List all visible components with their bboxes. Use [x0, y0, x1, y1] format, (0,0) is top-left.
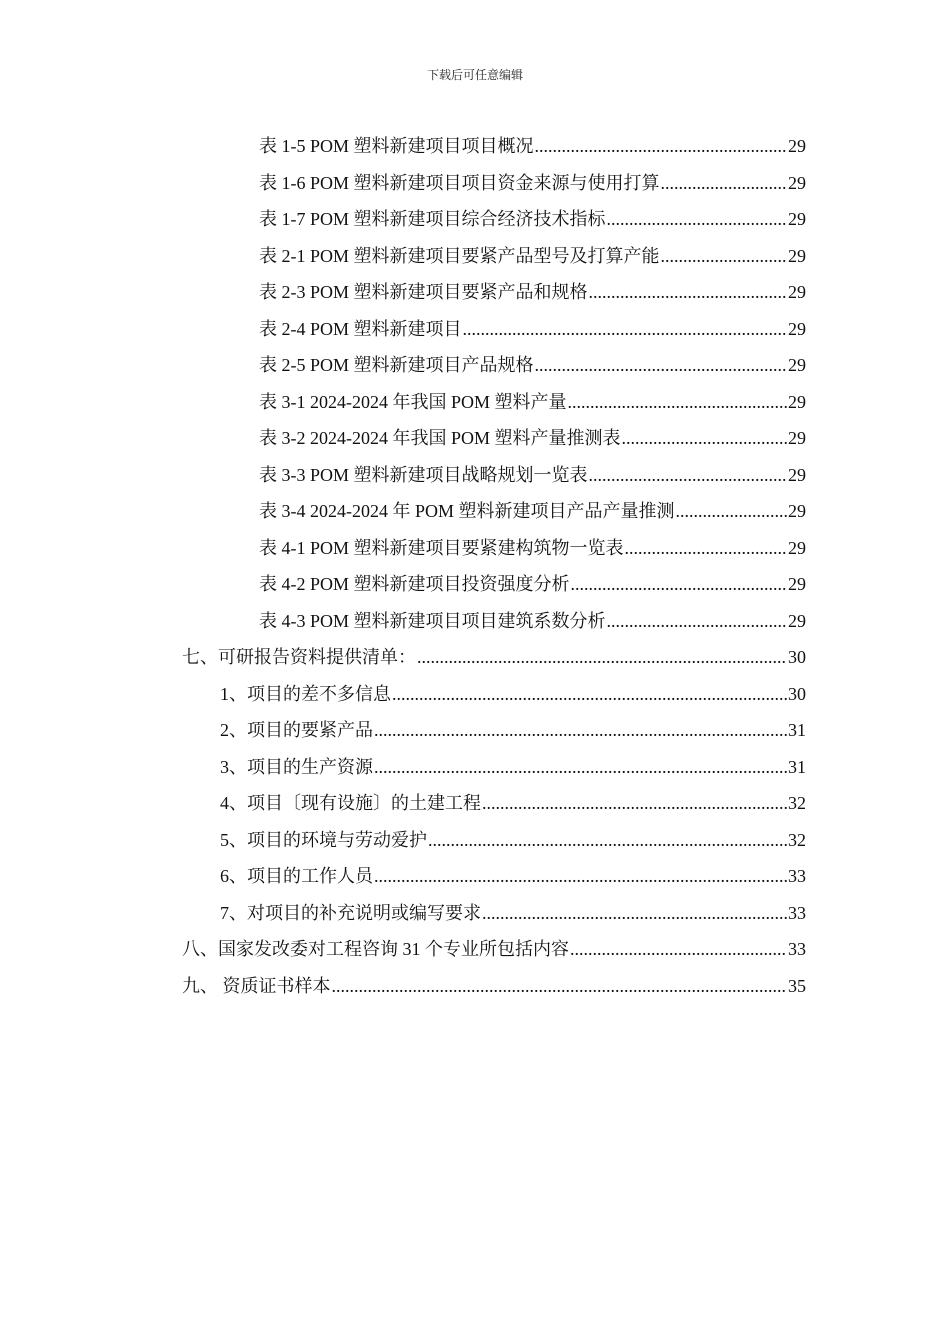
toc-entry[interactable]: [259, 303, 806, 339]
toc-entry[interactable]: [220, 887, 806, 923]
toc-entry[interactable]: [182, 960, 806, 996]
toc-entry[interactable]: [259, 485, 806, 521]
toc-entry-label: 4、项目〔现有设施〕的土建工程: [220, 793, 481, 813]
toc-entry-page: 32: [788, 829, 806, 850]
toc-leader-dots: [661, 246, 787, 266]
toc-leader-dots: [374, 757, 787, 777]
toc-entry-label: 1、项目的差不多信息: [220, 683, 391, 704]
toc-entry-page: 29: [788, 172, 806, 193]
toc-entry[interactable]: [259, 522, 806, 558]
toc-entry[interactable]: [259, 595, 806, 631]
toc-entry-page: 29: [788, 355, 806, 375]
toc-entry-label: 表 4-2 POM 塑料新建项目投资强度分析: [259, 574, 570, 594]
toc-entry[interactable]: [220, 668, 806, 704]
toc-entry-label: 5、项目的环境与劳动爱护: [220, 829, 427, 850]
toc-entry-label: 表 4-1 POM 塑料新建项目要紧建构筑物一览表: [259, 537, 624, 558]
toc-leader-dots: [661, 173, 787, 193]
toc-entry[interactable]: [259, 376, 806, 412]
toc-entry-page: 32: [788, 793, 806, 813]
toc-entry[interactable]: [259, 157, 806, 193]
toc-entry-page: 29: [788, 610, 806, 631]
toc-leader-dots: [568, 392, 787, 412]
toc-entry[interactable]: [259, 266, 806, 302]
toc-entry[interactable]: [220, 814, 806, 850]
toc-entry-page: 29: [788, 282, 806, 302]
toc-entry-page: 30: [788, 647, 806, 667]
toc-entry-label: 表 2-1 POM 塑料新建项目要紧产品型号及打算产能: [259, 245, 660, 266]
toc-entry-page: 33: [788, 939, 806, 959]
toc-entry-label: 7、对项目的补充说明或编写要求: [220, 902, 481, 923]
toc-leader-dots: [374, 866, 787, 886]
toc-entry-page: 31: [788, 756, 806, 777]
toc-leader-dots: [428, 830, 787, 850]
toc-entry-page: 31: [788, 720, 806, 740]
toc-entry[interactable]: [182, 631, 806, 667]
toc-entry-page: 29: [788, 428, 806, 448]
toc-entry-page: 29: [788, 318, 806, 339]
toc-entry[interactable]: [182, 923, 806, 959]
toc-entry[interactable]: [220, 704, 806, 740]
toc-entry-page: 33: [788, 866, 806, 886]
toc-entry[interactable]: [220, 741, 806, 777]
toc-entry-label: 3、项目的生产资源: [220, 756, 373, 777]
toc-entry-label: 表 1-5 POM 塑料新建项目项目概况: [259, 136, 534, 156]
toc-entry[interactable]: [220, 850, 806, 886]
toc-leader-dots: [607, 209, 787, 229]
toc-entry[interactable]: [259, 193, 806, 229]
toc-entry-page: 29: [788, 391, 806, 412]
toc-entry-label: 表 4-3 POM 塑料新建项目项目建筑系数分析: [259, 610, 606, 631]
toc-entry-label: 表 3-4 2024-2024 年 POM 塑料新建项目产品产量推测: [259, 501, 675, 521]
toc-leader-dots: [589, 465, 787, 485]
toc-entry-label: 表 1-7 POM 塑料新建项目综合经济技术指标: [259, 209, 606, 229]
toc-entry-label: 表 3-2 2024-2024 年我国 POM 塑料产量推测表: [259, 428, 621, 448]
toc-entry-label: 表 2-3 POM 塑料新建项目要紧产品和规格: [259, 282, 588, 302]
toc-entry-page: 29: [788, 501, 806, 521]
page-header: 下载后可任意编辑: [426, 68, 523, 82]
toc-entry-page: 29: [788, 245, 806, 266]
toc-entry-label: 表 3-1 2024-2024 年我国 POM 塑料产量: [259, 391, 567, 412]
toc-entry-page: 29: [788, 209, 806, 229]
toc-entry-page: 29: [788, 537, 806, 558]
toc-leader-dots: [392, 684, 787, 704]
toc-leader-dots: [571, 574, 787, 594]
toc-entry[interactable]: [259, 120, 806, 156]
toc-leader-dots: [332, 976, 788, 996]
toc-leader-dots: [482, 903, 787, 923]
toc-leader-dots: [676, 501, 787, 521]
toc-leader-dots: [535, 355, 787, 375]
toc-entry-label: 表 1-6 POM 塑料新建项目项目资金来源与使用打算: [259, 172, 660, 193]
toc-entry-label: 表 2-5 POM 塑料新建项目产品规格: [259, 355, 534, 375]
toc-entry-label: 八、国家发改委对工程咨询 31 个专业所包括内容: [182, 939, 569, 959]
toc-entry-page: 30: [788, 683, 806, 704]
toc-leader-dots: [625, 538, 787, 558]
toc-entry[interactable]: [259, 230, 806, 266]
toc-leader-dots: [607, 611, 787, 631]
toc-entry[interactable]: [220, 777, 806, 813]
toc-leader-dots: [622, 428, 787, 448]
toc-leader-dots: [417, 647, 787, 667]
toc-entry-label: 表 3-3 POM 塑料新建项目战略规划一览表: [259, 464, 588, 485]
toc-entry-page: 33: [788, 902, 806, 923]
toc-entry-label: 七、可研报告资料提供清单：: [182, 647, 416, 667]
toc-entry-page: 29: [788, 574, 806, 594]
toc-leader-dots: [570, 939, 787, 959]
toc-entry[interactable]: [259, 339, 806, 375]
toc-entry[interactable]: [259, 558, 806, 594]
toc-entry-page: 35: [788, 975, 806, 996]
toc-leader-dots: [374, 720, 787, 740]
toc-entry-label: 2、项目的要紧产品: [220, 720, 373, 740]
toc-entry-label: 九、 资质证书样本: [182, 975, 331, 996]
toc-leader-dots: [463, 319, 787, 339]
toc-entry[interactable]: [259, 412, 806, 448]
toc-leader-dots: [482, 793, 787, 813]
toc-entry-label: 表 2-4 POM 塑料新建项目: [259, 318, 462, 339]
toc-leader-dots: [535, 136, 787, 156]
toc-leader-dots: [589, 282, 787, 302]
toc-entry[interactable]: [259, 449, 806, 485]
toc-entry-label: 6、项目的工作人员: [220, 866, 373, 886]
toc-entry-page: 29: [788, 464, 806, 485]
toc-entry-page: 29: [788, 136, 806, 156]
